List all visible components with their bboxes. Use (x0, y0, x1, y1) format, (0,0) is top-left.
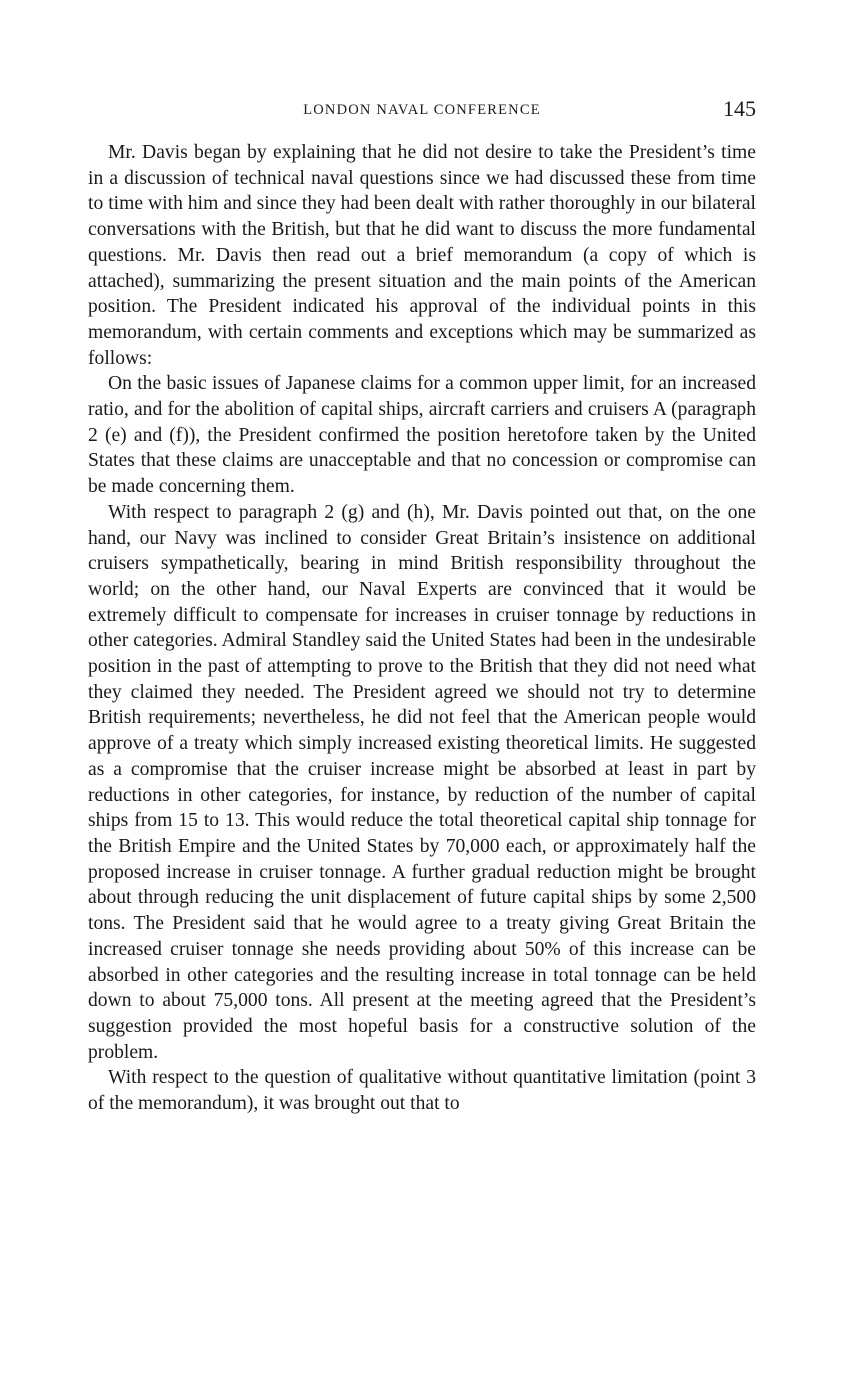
body-text (88, 140, 756, 1117)
paragraph-4: With respect to the question of qualitative without quantitative limitation (point 3 of the memorandum), it was brought out that to (88, 1067, 756, 1115)
running-head: LONDON NAVAL CONFERENCE (303, 102, 541, 118)
document-page (88, 96, 756, 1117)
paragraph-2: On the basic issues of Japanese claims for a common upper limit, for an increased ratio, and for the abolition of capital ships, aircraft carriers and cruisers A (paragraph 2 (e) and (f)), the President confirmed the position heretofore taken by the United States that these claims are unacceptable and that no concession or compromise can be made concerning them. (88, 373, 756, 498)
page-number: 145 (723, 96, 756, 121)
paragraph-3: With respect to paragraph 2 (g) and (h), Mr. Davis pointed out that, on the one hand, our Navy was inclined to consider Great Britain’s insistence on additional cruisers sympathetically, bearing in mind British responsibility throughout the world; on the other hand, our Naval Experts are convinced that it would be extremely difficult to compensate for increases in cruiser tonnage by reductions in other categories. Admiral Standley said the United States had been in the undesirable position in the past of attempting to prove to the British that they did not need what they claimed they needed. The President agreed we should not try to determine British requirements; nevertheless, he did not feel that the American people would approve of a treaty which simply increased existing theoretical limits. He suggested as a compromise that the cruiser increase might be absorbed at least in part by reductions in other categories, for instance, by reduction of the number of capital ships from 15 to 13. This would reduce the total theoretical capital ship tonnage for the British Empire and the United States by 70,000 each, or approximately half the proposed increase in cruiser tonnage. A further gradual reduction might be brought about through reducing the unit displacement of future capital ships by some 2,500 tons. The President said that he would agree to a treaty giving Great Britain the increased cruiser tonnage she needs providing about 50% of this increase can be absorbed in other categories and the resulting increase in total tonnage can be held down to about 75,000 tons. All present at the meeting agreed that the President’s suggestion provided the most hopeful basis for a constructive solution of the problem. (88, 501, 756, 1063)
page-header (88, 96, 756, 130)
paragraph-1: Mr. Davis began by explaining that he did not desire to take the President’s time in a discussion of technical naval questions since we had discussed these from time to time with him and since they had been dealt with rather thoroughly in our bilateral conversations with the British, but that he did want to discuss the more fundamental questions. Mr. Davis then read out a brief memorandum (a copy of which is attached), summarizing the present situation and the main points of the American position. The President indicated his approval of the individual points in this memorandum, with certain comments and exceptions which may be summarized as follows: (88, 142, 756, 369)
